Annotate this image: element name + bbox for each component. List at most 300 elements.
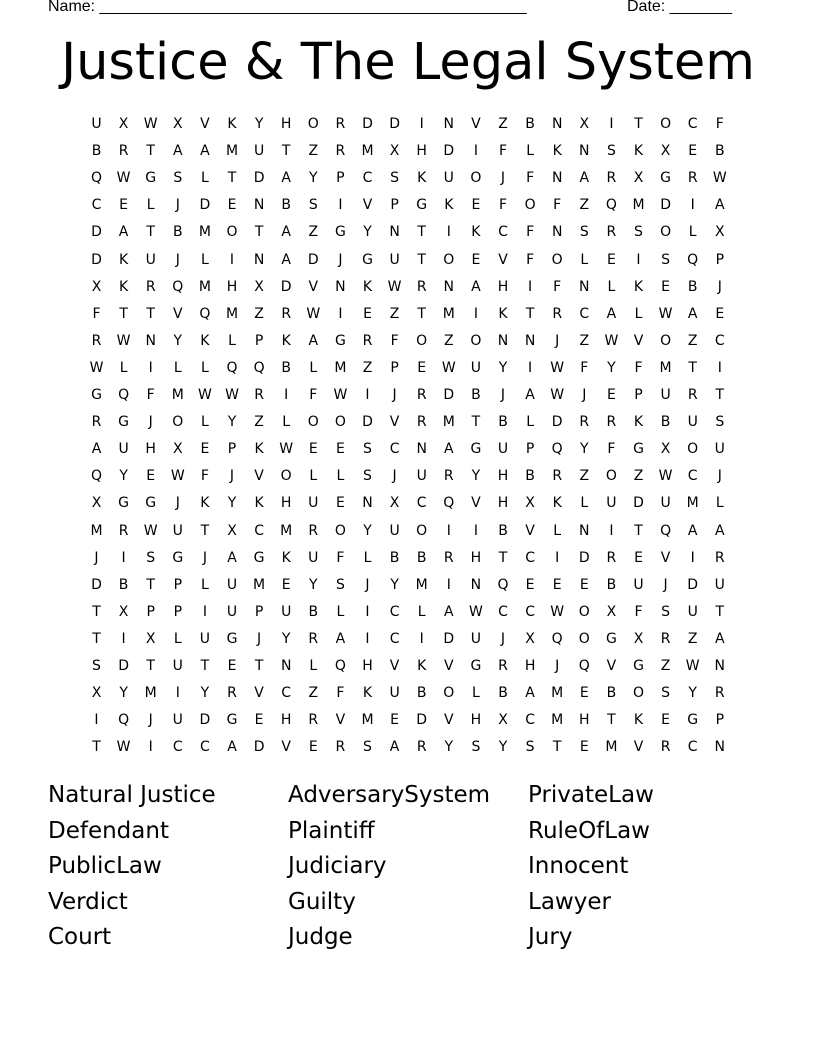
grid-letter: I [690, 197, 695, 214]
grid-letter: E [227, 658, 237, 674]
grid-letter: U [91, 116, 102, 132]
grid-letter: U [687, 414, 698, 431]
grid-letter: Y [688, 685, 697, 702]
grid-letter: K [254, 441, 264, 458]
grid-letter: D [362, 414, 373, 431]
grid-letter: B [498, 685, 508, 702]
grid-letter: C [416, 495, 427, 512]
grid-letter: M [90, 522, 103, 539]
word-list-item: PrivateLaw [528, 782, 654, 808]
grid-letter: N [362, 495, 373, 512]
grid-letter: Y [227, 495, 237, 512]
grid-letter: I [338, 197, 343, 214]
page-title: Justice & The Legal System [61, 33, 755, 92]
grid-letter: K [633, 278, 644, 295]
grid-letter: G [91, 387, 102, 403]
grid-letter: L [200, 251, 209, 268]
grid-letter: B [416, 685, 427, 702]
grid-letter: G [334, 224, 346, 241]
grid-letter: P [254, 332, 264, 349]
grid-letter: I [528, 359, 533, 376]
word-list-item: Lawyer [528, 888, 611, 915]
grid-letter: V [254, 685, 264, 702]
grid-letter: I [284, 387, 289, 403]
grid-letter: C [91, 197, 102, 214]
grid-letter: E [119, 197, 129, 214]
grid-letter: N [253, 251, 265, 268]
grid-letter: L [688, 224, 697, 241]
grid-letter: C [687, 116, 698, 132]
grid-letter: M [198, 224, 211, 241]
grid-letter: I [528, 278, 533, 295]
grid-letter: Y [119, 468, 128, 485]
grid-letter: I [446, 576, 451, 593]
grid-letter: H [362, 658, 373, 674]
grid-letter: V [444, 712, 454, 729]
grid-letter: X [498, 712, 508, 729]
grid-letter: C [389, 630, 400, 647]
grid-letter: T [634, 522, 643, 539]
grid-letter: N [551, 170, 563, 187]
grid-letter: K [633, 712, 644, 729]
grid-letter: O [632, 685, 645, 702]
grid-letter: S [715, 414, 725, 431]
grid-letter: V [389, 414, 400, 431]
grid-letter: X [145, 630, 156, 647]
grid-letter: R [335, 739, 346, 756]
grid-letter: X [389, 495, 400, 512]
grid-letter: I [446, 522, 451, 539]
grid-letter: Z [308, 685, 319, 702]
grid-letter: I [555, 549, 560, 566]
grid-letter: N [714, 658, 726, 674]
grid-letter: D [443, 387, 455, 403]
grid-letter: A [281, 224, 291, 241]
word-list-item: Jury [528, 924, 573, 950]
grid-letter: B [606, 576, 617, 593]
grid-letter: I [148, 739, 153, 756]
grid-letter: Z [687, 630, 698, 647]
grid-letter: C [525, 603, 535, 620]
grid-letter: R [443, 549, 454, 566]
grid-letter: Y [580, 441, 589, 458]
grid-letter: Q [118, 712, 130, 729]
grid-letter: M [415, 576, 428, 593]
grid-letter: V [660, 549, 671, 566]
grid-letter: L [200, 170, 209, 187]
grid-letter: J [500, 387, 506, 403]
grid-letter: S [525, 739, 535, 756]
grid-letter: O [416, 522, 428, 539]
grid-letter: Z [362, 359, 373, 376]
grid-letter: U [470, 359, 482, 376]
grid-letter: P [390, 359, 399, 376]
grid-letter: D [280, 278, 292, 295]
grid-letter: N [470, 576, 482, 593]
grid-letter: I [121, 630, 126, 647]
grid-letter: Y [363, 224, 372, 241]
grid-letter: T [146, 658, 155, 674]
grid-letter: Y [173, 332, 183, 349]
grid-letter: Q [253, 359, 265, 376]
grid-letter: J [555, 658, 560, 674]
grid-letter: U [470, 630, 482, 647]
grid-letter: E [552, 576, 562, 593]
grid-letter: B [525, 468, 535, 485]
grid-letter: M [225, 305, 239, 322]
grid-letter: V [606, 658, 617, 674]
grid-letter: M [334, 359, 347, 376]
grid-letter: S [579, 224, 589, 241]
grid-letter: U [281, 603, 292, 620]
grid-letter: F [607, 441, 616, 458]
grid-letter: A [606, 305, 617, 322]
grid-letter: M [442, 305, 455, 322]
grid-letter: C [525, 712, 535, 729]
grid-letter: M [551, 712, 564, 729]
grid-letter: K [417, 658, 427, 674]
grid-letter: F [336, 685, 345, 702]
grid-letter: Q [90, 170, 103, 187]
grid-letter: X [660, 441, 671, 458]
grid-letter: Q [497, 576, 509, 593]
grid-letter: L [580, 251, 589, 268]
grid-letter: E [688, 143, 698, 160]
grid-letter: O [551, 251, 563, 268]
grid-letter: O [280, 468, 292, 485]
grid-letter: N [579, 143, 590, 160]
grid-letter: K [417, 170, 427, 187]
grid-letter: J [148, 712, 153, 729]
grid-letter: Y [309, 576, 318, 593]
grid-letter: L [200, 359, 209, 376]
grid-letter: R [308, 712, 319, 729]
grid-letter: P [254, 603, 264, 620]
grid-letter: U [660, 495, 671, 512]
grid-letter: X [173, 116, 183, 132]
grid-letter: W [197, 387, 212, 403]
grid-letter: T [254, 224, 264, 241]
grid-letter: V [471, 116, 481, 132]
grid-letter: U [633, 576, 644, 593]
grid-letter: G [118, 495, 130, 512]
grid-letter: J [555, 332, 560, 349]
grid-letter: T [146, 224, 155, 241]
grid-letter: O [307, 116, 319, 132]
grid-letter: V [633, 332, 644, 349]
grid-letter: R [416, 414, 427, 431]
grid-letter: R [91, 332, 102, 349]
grid-letter: Y [498, 359, 508, 376]
grid-letter: E [579, 576, 589, 593]
grid-letter: X [91, 495, 102, 512]
grid-letter: T [200, 522, 210, 539]
grid-letter: M [442, 414, 455, 431]
grid-letter: R [714, 685, 725, 702]
grid-letter: B [91, 143, 102, 160]
grid-letter: Y [390, 576, 399, 593]
grid-letter: X [91, 278, 102, 295]
grid-letter: I [636, 251, 641, 268]
grid-letter: R [281, 305, 292, 322]
grid-letter: V [200, 116, 210, 132]
grid-letter: F [715, 116, 724, 132]
grid-letter: H [497, 278, 509, 295]
grid-letter: F [92, 305, 101, 322]
grid-letter: X [715, 224, 725, 241]
grid-letter: Y [607, 359, 616, 376]
grid-letter: T [417, 305, 426, 322]
grid-letter: R [606, 414, 617, 431]
grid-letter: H [280, 495, 292, 512]
grid-letter: E [417, 359, 427, 376]
grid-letter: E [579, 739, 589, 756]
grid-letter: A [444, 603, 454, 620]
grid-letter: L [715, 495, 724, 512]
grid-letter: B [687, 278, 698, 295]
grid-letter: U [118, 441, 129, 458]
grid-letter: M [198, 278, 211, 295]
grid-letter: R [416, 387, 427, 403]
grid-letter: G [172, 549, 184, 566]
grid-letter: K [552, 143, 562, 160]
grid-letter: P [336, 170, 345, 187]
grid-letter: O [470, 170, 482, 187]
grid-letter: J [365, 576, 370, 593]
grid-letter: E [146, 468, 156, 485]
grid-letter: M [253, 576, 266, 593]
grid-letter: Z [579, 197, 590, 214]
grid-letter: O [524, 197, 536, 214]
grid-letter: N [551, 224, 563, 241]
grid-letter: D [633, 495, 644, 512]
grid-letter: L [146, 197, 155, 214]
grid-letter: X [660, 143, 671, 160]
grid-letter: G [633, 658, 644, 674]
grid-letter: L [417, 603, 426, 620]
grid-letter: E [471, 251, 481, 268]
grid-letter: L [200, 576, 209, 593]
grid-letter: S [661, 685, 671, 702]
grid-letter: T [417, 224, 426, 241]
grid-letter: I [148, 359, 153, 376]
grid-letter: K [254, 495, 264, 512]
grid-letter: I [717, 359, 722, 376]
grid-letter: G [334, 332, 346, 349]
grid-letter: E [715, 305, 725, 322]
grid-letter: K [119, 278, 129, 295]
grid-letter: W [604, 332, 619, 349]
grid-letter: W [712, 170, 727, 187]
grid-letter: U [714, 576, 725, 593]
grid-letter: C [687, 739, 698, 756]
grid-letter: W [468, 603, 483, 620]
grid-letter: J [257, 630, 262, 647]
grid-letter: D [199, 712, 211, 729]
grid-letter: W [550, 603, 565, 620]
grid-letter: Q [199, 305, 211, 322]
grid-letter: I [365, 387, 370, 403]
grid-letter: J [500, 170, 506, 187]
grid-letter: T [119, 305, 128, 322]
grid-letter: D [416, 712, 428, 729]
grid-letter: D [551, 414, 563, 431]
grid-letter: T [471, 414, 481, 431]
grid-letter: P [390, 197, 399, 214]
grid-letter: W [116, 332, 131, 349]
grid-letter: U [660, 387, 671, 403]
grid-letter: U [687, 603, 698, 620]
grid-letter: R [145, 278, 156, 295]
grid-letter: U [172, 712, 183, 729]
grid-letter: A [389, 739, 400, 756]
grid-letter: K [633, 414, 644, 431]
grid-letter: N [524, 332, 536, 349]
grid-letter: X [633, 170, 644, 187]
grid-letter: W [550, 387, 565, 403]
grid-letter: U [172, 522, 183, 539]
grid-letter: E [227, 197, 237, 214]
grid-letter: W [550, 359, 565, 376]
grid-letter: X [525, 630, 535, 647]
grid-letter: T [417, 251, 426, 268]
grid-letter: O [226, 224, 238, 241]
grid-letter: A [308, 332, 319, 349]
grid-letter: M [225, 143, 239, 160]
grid-letter: F [553, 278, 562, 295]
grid-letter: E [525, 576, 535, 593]
word-list-item: Guilty [288, 888, 356, 915]
grid-letter: K [633, 143, 644, 160]
grid-letter: R [416, 278, 427, 295]
grid-letter: Y [200, 685, 210, 702]
grid-letter: H [497, 495, 509, 512]
grid-letter: K [498, 305, 508, 322]
grid-letter: Z [254, 414, 264, 431]
grid-letter: A [471, 278, 481, 295]
word-list-item: Verdict [48, 888, 128, 915]
grid-letter: R [579, 414, 590, 431]
grid-letter: L [336, 603, 345, 620]
grid-letter: S [606, 143, 616, 160]
grid-letter: J [663, 576, 668, 593]
grid-letter: N [416, 441, 427, 458]
grid-letter: R [606, 170, 617, 187]
grid-letter: Y [363, 522, 372, 539]
grid-letter: Y [281, 630, 291, 647]
grid-letter: G [145, 170, 157, 187]
grid-letter: C [525, 549, 535, 566]
grid-letter: O [307, 414, 319, 431]
grid-letter: A [200, 143, 210, 160]
grid-letter: U [226, 576, 238, 593]
grid-letter: A [687, 522, 698, 539]
grid-letter: D [443, 630, 455, 647]
grid-letter: T [92, 739, 101, 756]
grid-letter: U [389, 522, 400, 539]
word-list-item: Judge [288, 924, 353, 950]
grid-letter: I [365, 603, 370, 620]
grid-letter: W [279, 441, 294, 458]
grid-letter: F [200, 468, 209, 485]
grid-letter: W [116, 170, 131, 187]
grid-letter: X [606, 603, 617, 620]
grid-letter: B [471, 387, 481, 403]
grid-letter: H [497, 468, 509, 485]
grid-letter: X [118, 603, 129, 620]
grid-letter: B [172, 224, 183, 241]
grid-letter: J [392, 387, 397, 403]
grid-letter: M [551, 685, 564, 702]
grid-letter: V [173, 305, 183, 322]
date-field-label: Date: _______ [627, 0, 732, 15]
grid-letter: Z [389, 305, 400, 322]
grid-letter: E [281, 576, 291, 593]
grid-letter: E [661, 278, 671, 295]
grid-letter: X [91, 685, 102, 702]
grid-letter: E [661, 712, 671, 729]
grid-letter: O [416, 332, 428, 349]
grid-letter: Z [633, 468, 644, 485]
grid-letter: D [253, 739, 265, 756]
grid-letter: K [281, 549, 291, 566]
grid-letter: U [308, 495, 319, 512]
grid-letter: L [282, 414, 291, 431]
grid-letter: B [281, 197, 291, 214]
grid-letter: W [116, 739, 131, 756]
grid-letter: I [690, 549, 695, 566]
grid-letter: U [714, 441, 725, 458]
grid-letter: S [173, 170, 183, 187]
grid-letter: C [579, 305, 590, 322]
grid-letter: O [443, 685, 455, 702]
grid-letter: P [146, 603, 155, 620]
grid-letter: O [470, 332, 482, 349]
grid-letter: T [552, 739, 562, 756]
grid-letter: U [389, 685, 400, 702]
grid-letter: L [607, 278, 616, 295]
grid-letter: A [715, 522, 725, 539]
grid-letter: S [471, 739, 481, 756]
grid-letter: A [173, 143, 183, 160]
grid-letter: Q [605, 197, 617, 214]
grid-letter: S [363, 468, 372, 485]
grid-letter: Q [660, 522, 672, 539]
grid-letter: O [334, 414, 346, 431]
grid-letter: Q [172, 278, 184, 295]
grid-letter: G [226, 712, 238, 729]
grid-letter: Y [444, 739, 454, 756]
grid-letter: R [687, 387, 698, 403]
grid-letter: N [714, 739, 726, 756]
grid-letter: V [308, 278, 319, 295]
grid-letter: C [714, 332, 725, 349]
grid-letter: G [660, 170, 672, 187]
grid-letter: I [419, 630, 424, 647]
grid-letter: G [253, 549, 265, 566]
grid-letter: V [444, 658, 454, 674]
grid-letter: L [309, 658, 318, 674]
grid-letter: I [609, 116, 614, 132]
grid-letter: V [254, 468, 264, 485]
grid-letter: W [441, 359, 456, 376]
grid-letter: V [471, 495, 481, 512]
grid-letter: K [552, 495, 562, 512]
grid-letter: W [685, 658, 700, 674]
grid-letter: F [498, 143, 508, 160]
grid-letter: R [498, 658, 508, 674]
grid-letter: K [362, 278, 373, 295]
